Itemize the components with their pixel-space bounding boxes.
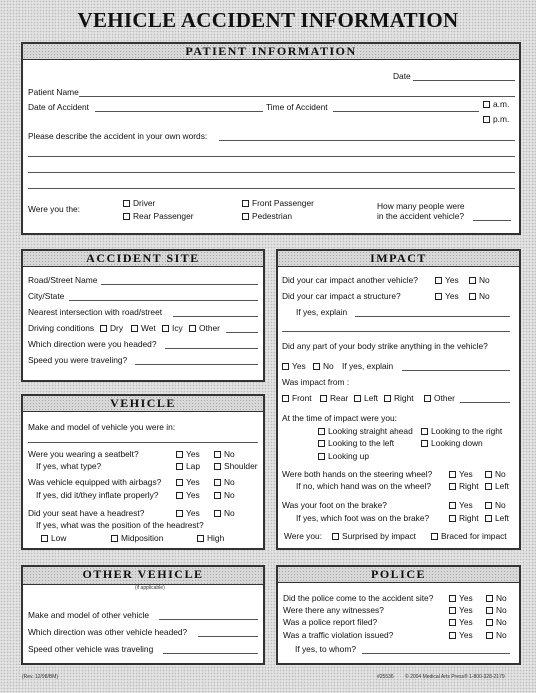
hand-left[interactable] (485, 481, 509, 491)
inflate-yes-checkbox[interactable] (176, 492, 183, 499)
police-section (276, 565, 521, 665)
braced-label: Braced for impact (441, 531, 507, 541)
pedestrian-label: Pedestrian (252, 211, 293, 221)
violation-no-checkbox[interactable] (486, 632, 493, 639)
left-label: Left (495, 513, 509, 523)
looking-right[interactable] (421, 426, 502, 436)
yes-label: Yes (445, 275, 459, 285)
pm-option[interactable] (483, 114, 509, 124)
other-make-label: Make and model of other vehicle (28, 610, 150, 620)
impact-vehicle-yes[interactable] (435, 275, 459, 285)
left-label: Left (495, 481, 509, 491)
body-strike-yes[interactable] (282, 361, 306, 371)
lap-checkbox[interactable] (176, 463, 183, 470)
front-passenger-label: Front Passenger (252, 198, 314, 208)
yes-label: Yes (459, 593, 473, 603)
direction-label: Which direction were you headed? (28, 339, 157, 349)
shoulder-checkbox[interactable] (214, 463, 221, 470)
seatbelt-yes[interactable] (176, 449, 200, 459)
looking-up[interactable] (318, 451, 369, 461)
hands-no[interactable] (485, 469, 506, 479)
am-label: a.m. (493, 99, 510, 109)
violation-yes-checkbox[interactable] (449, 632, 456, 639)
no-label: No (495, 500, 506, 510)
impact-rear[interactable] (320, 393, 348, 403)
other-condition-field[interactable] (226, 332, 258, 333)
report-yes[interactable] (449, 617, 473, 627)
impact-vehicle-no[interactable] (469, 275, 490, 285)
yes-label: Yes (459, 469, 473, 479)
no-label: No (479, 275, 490, 285)
looking-left-checkbox[interactable] (318, 440, 325, 447)
looking-up-label: Looking up (328, 451, 369, 461)
other-speed-field[interactable] (163, 653, 258, 654)
report-label: Was a police report filed? (283, 617, 378, 627)
am-checkbox[interactable] (483, 101, 490, 108)
inflate-yes[interactable] (176, 490, 200, 500)
police-come-no-checkbox[interactable] (486, 595, 493, 602)
hand-right-checkbox[interactable] (449, 483, 456, 490)
no-label: No (496, 593, 507, 603)
dry-checkbox[interactable] (100, 325, 107, 332)
witnesses-yes-checkbox[interactable] (449, 607, 456, 614)
conditions-label: Driving conditions (28, 323, 95, 333)
seatbelt-label: Were you wearing a seatbelt? (28, 449, 139, 459)
driver-checkbox[interactable] (123, 200, 130, 207)
driver-option[interactable] (123, 198, 155, 208)
icy-checkbox[interactable] (162, 325, 169, 332)
to-whom-label: If yes, to whom? (295, 644, 356, 654)
hands-yes-checkbox[interactable] (449, 471, 456, 478)
other-vehicle-section (21, 565, 265, 665)
headrest-label: Did your seat have a headrest? (28, 508, 145, 518)
lap-label: Lap (186, 461, 200, 471)
body-strike-label: Did any part of your body strike anything in the vehicle? (282, 341, 488, 351)
patient-information-header: PATIENT INFORMATION (23, 44, 519, 60)
impact-structure-no[interactable] (469, 291, 490, 301)
yes-label: Yes (459, 605, 473, 615)
rear-label: Rear (330, 393, 349, 403)
yes-label: Yes (186, 449, 200, 459)
left-label: Left (364, 393, 378, 403)
no-label: No (224, 477, 235, 487)
impact-structure-yes[interactable] (435, 291, 459, 301)
describe-label: Please describe the accident in your own words: (28, 131, 208, 141)
impact-vehicle-yes-checkbox[interactable] (435, 277, 442, 284)
foot-right[interactable] (449, 513, 479, 523)
front-label: Front (292, 393, 312, 403)
date-label: Date (393, 71, 411, 81)
headrest-position-label: If yes, what was the position of the headrest? (36, 520, 204, 530)
hands-no-checkbox[interactable] (485, 471, 492, 478)
high-label: High (207, 533, 225, 543)
seatbelt-lap[interactable] (176, 461, 200, 471)
airbags-no[interactable] (214, 477, 235, 487)
airbags-yes-checkbox[interactable] (176, 479, 183, 486)
impact-other-field[interactable] (460, 402, 510, 403)
make-label: Make and model of vehicle you were in: (28, 422, 176, 432)
other-vehicle-header (23, 567, 263, 585)
speed-label: Speed you were traveling? (28, 355, 128, 365)
police-come-label: Did the police come to the accident site? (283, 593, 434, 603)
headrest-high[interactable] (197, 533, 224, 543)
impact-vehicle-label: Did your car impact another vehicle? (282, 275, 418, 285)
wet-label: Wet (141, 323, 156, 333)
other-condition-label: Other (199, 323, 220, 333)
icy-label: Icy (172, 323, 183, 333)
patient-name-field[interactable] (79, 96, 515, 97)
body-strike-no-checkbox[interactable] (313, 363, 320, 370)
body-strike-explain-field[interactable] (402, 370, 510, 371)
braced-option[interactable] (431, 531, 507, 541)
no-label: No (224, 449, 235, 459)
driver-label: Driver (133, 198, 156, 208)
looking-right-checkbox[interactable] (421, 428, 428, 435)
impact-other-checkbox[interactable] (424, 395, 431, 402)
form-code: #25536 (377, 674, 394, 680)
other-label: Other (434, 393, 455, 403)
right-label: Right (459, 481, 479, 491)
impact-from-label: Was impact from : (282, 377, 350, 387)
low-label: Low (51, 533, 67, 543)
seatbelt-type-label: If yes, what type? (36, 461, 102, 471)
impact-structure-no-checkbox[interactable] (469, 293, 476, 300)
impact-rear-checkbox[interactable] (320, 395, 327, 402)
wet-option[interactable] (131, 323, 156, 333)
mid-checkbox[interactable] (111, 535, 118, 542)
impact-structure-yes-checkbox[interactable] (435, 293, 442, 300)
hand-right[interactable] (449, 481, 479, 491)
structure-explain-field[interactable] (355, 316, 510, 317)
violation-no[interactable] (486, 630, 507, 640)
other-make-field[interactable] (159, 619, 258, 620)
no-label: No (496, 605, 507, 615)
pm-label: p.m. (493, 114, 510, 124)
rear-passenger-checkbox[interactable] (123, 213, 130, 220)
high-checkbox[interactable] (197, 535, 204, 542)
how-many-label-1: How many people were (377, 201, 465, 211)
wet-checkbox[interactable] (131, 325, 138, 332)
report-no-checkbox[interactable] (486, 619, 493, 626)
date-of-accident-label: Date of Accident (28, 102, 89, 112)
intersection-label: Nearest intersection with road/street (28, 307, 163, 317)
pm-checkbox[interactable] (483, 116, 490, 123)
vehicle-header: VEHICLE (23, 396, 263, 412)
other-speed-label: Speed other vehicle was traveling (28, 644, 154, 654)
seatbelt-no[interactable] (214, 449, 235, 459)
no-label: No (496, 617, 507, 627)
speed-field[interactable] (135, 364, 258, 365)
body-strike-yes-checkbox[interactable] (282, 363, 289, 370)
witnesses-yes[interactable] (449, 605, 473, 615)
surprised-label: Surprised by impact (342, 531, 417, 541)
front-passenger-option[interactable] (242, 198, 314, 208)
which-foot-label: If yes, which foot was on the brake? (296, 513, 430, 523)
braced-checkbox[interactable] (431, 533, 438, 540)
violation-yes[interactable] (449, 630, 473, 640)
hands-yes[interactable] (449, 469, 473, 479)
report-yes-checkbox[interactable] (449, 619, 456, 626)
other-vehicle-title: OTHER VEHICLE (82, 567, 204, 581)
to-whom-field[interactable] (362, 653, 510, 654)
brake-label: Was your foot on the brake? (282, 500, 387, 510)
hands-label: Were both hands on the steering wheel? (282, 469, 433, 479)
copyright: © 2004 Medical Arts Press® 1-800-328-2179 (405, 674, 505, 680)
no-label: No (495, 469, 506, 479)
city-field[interactable] (69, 300, 258, 301)
impact-front-checkbox[interactable] (282, 395, 289, 402)
headrest-mid[interactable] (111, 533, 163, 543)
headrest-low[interactable] (41, 533, 66, 543)
no-label: No (224, 508, 235, 518)
brake-no-checkbox[interactable] (485, 502, 492, 509)
describe-line-4[interactable] (28, 188, 515, 189)
icy-option[interactable] (162, 323, 183, 333)
dry-label: Dry (110, 323, 124, 333)
yes-label: Yes (292, 361, 306, 371)
looking-up-checkbox[interactable] (318, 453, 325, 460)
impact-structure-label: Did your car impact a structure? (282, 291, 401, 301)
no-label: No (224, 490, 235, 500)
street-label: Road/Street Name (28, 275, 98, 285)
impact-left-checkbox[interactable] (354, 395, 361, 402)
yes-label: Yes (459, 617, 473, 627)
headrest-no[interactable] (214, 508, 235, 518)
other-direction-field[interactable] (198, 636, 258, 637)
looking-down[interactable] (421, 438, 483, 448)
looking-straight-label: Looking straight ahead (328, 426, 413, 436)
structure-explain-field-2[interactable] (282, 331, 510, 332)
front-passenger-checkbox[interactable] (242, 200, 249, 207)
airbags-yes[interactable] (176, 477, 200, 487)
time-of-accident-label: Time of Accident (266, 102, 328, 112)
police-come-yes[interactable] (449, 593, 473, 603)
seatbelt-yes-checkbox[interactable] (176, 451, 183, 458)
vehicle-section (21, 394, 265, 550)
how-many-field[interactable] (473, 220, 511, 221)
looking-right-label: Looking to the right (431, 426, 503, 436)
witnesses-no[interactable] (486, 605, 507, 615)
yes-label: Yes (186, 490, 200, 500)
airbags-label: Was vehicle equipped with airbags? (28, 477, 162, 487)
date-field[interactable] (413, 80, 515, 81)
accident-site-header: ACCIDENT SITE (23, 251, 263, 267)
police-come-no[interactable] (486, 593, 507, 603)
body-strike-explain-label: If yes, explain (342, 361, 394, 371)
time-of-accident-field[interactable] (333, 111, 479, 112)
impact-right-checkbox[interactable] (384, 395, 391, 402)
accident-site-section (21, 249, 265, 382)
structure-explain-label: If yes, explain (296, 307, 348, 317)
shoulder-label: Shoulder (224, 461, 258, 471)
impact-right[interactable] (384, 393, 414, 403)
form-title: VEHICLE ACCIDENT INFORMATION (77, 8, 459, 32)
how-many-label-2: in the accident vehicle? (377, 211, 465, 221)
yes-label: Yes (186, 477, 200, 487)
seatbelt-no-checkbox[interactable] (214, 451, 221, 458)
direction-field[interactable] (165, 348, 258, 349)
airbags-no-checkbox[interactable] (214, 479, 221, 486)
dry-option[interactable] (100, 323, 123, 333)
city-label: City/State (28, 291, 65, 301)
other-condition-checkbox[interactable] (189, 325, 196, 332)
yes-label: Yes (459, 500, 473, 510)
looking-straight-checkbox[interactable] (318, 428, 325, 435)
impact-left[interactable] (354, 393, 378, 403)
mid-label: Midposition (121, 533, 164, 543)
describe-line-1[interactable] (219, 140, 515, 141)
impact-front[interactable] (282, 393, 312, 403)
no-label: No (323, 361, 334, 371)
impact-other[interactable] (424, 393, 455, 403)
foot-left-checkbox[interactable] (485, 515, 492, 522)
surprised-option[interactable] (332, 531, 416, 541)
other-direction-label: Which direction was other vehicle headed? (28, 627, 188, 637)
describe-line-3[interactable] (28, 172, 515, 173)
which-hand-label: If no, which hand was on the wheel? (296, 481, 432, 491)
foot-right-checkbox[interactable] (449, 515, 456, 522)
impact-header: IMPACT (278, 251, 519, 267)
inflate-no-checkbox[interactable] (214, 492, 221, 499)
inflate-label: If yes, did it/they inflate properly? (36, 490, 159, 500)
surprised-checkbox[interactable] (332, 533, 339, 540)
pedestrian-option[interactable] (242, 211, 292, 221)
rear-passenger-option[interactable] (123, 211, 194, 221)
describe-line-2[interactable] (28, 156, 515, 157)
form-revision: (Rev. 12/98/BM) (22, 674, 59, 680)
headrest-yes[interactable] (176, 508, 200, 518)
brake-yes-checkbox[interactable] (449, 502, 456, 509)
yes-label: Yes (186, 508, 200, 518)
inflate-no[interactable] (214, 490, 235, 500)
patient-name-label: Patient Name (28, 87, 79, 97)
looking-straight[interactable] (318, 426, 413, 436)
make-field[interactable] (28, 442, 258, 443)
date-of-accident-field[interactable] (95, 111, 263, 112)
were-you-the-label: Were you the: (28, 204, 80, 214)
brake-no[interactable] (485, 500, 506, 510)
rear-passenger-label: Rear Passenger (133, 211, 194, 221)
yes-label: Yes (445, 291, 459, 301)
were-you-label: Were you: (284, 531, 323, 541)
impact-section (276, 249, 521, 550)
seatbelt-shoulder[interactable] (214, 461, 258, 471)
hand-left-checkbox[interactable] (485, 483, 492, 490)
low-checkbox[interactable] (41, 535, 48, 542)
other-condition-option[interactable] (189, 323, 220, 333)
police-come-yes-checkbox[interactable] (449, 595, 456, 602)
no-label: No (496, 630, 507, 640)
street-field[interactable] (101, 284, 258, 285)
right-label: Right (394, 393, 414, 403)
violation-label: Was a traffic violation issued? (283, 630, 394, 640)
looking-left-label: Looking to the left (328, 438, 395, 448)
witnesses-label: Were there any witnesses? (283, 605, 384, 615)
headrest-no-checkbox[interactable] (214, 510, 221, 517)
right-label: Right (459, 513, 479, 523)
foot-left[interactable] (485, 513, 509, 523)
impact-vehicle-no-checkbox[interactable] (469, 277, 476, 284)
pedestrian-checkbox[interactable] (242, 213, 249, 220)
body-strike-no[interactable] (313, 361, 334, 371)
police-header: POLICE (278, 567, 519, 583)
at-time-label: At the time of impact were you: (282, 413, 397, 423)
looking-down-label: Looking down (431, 438, 483, 448)
if-applicable-label: (if applicable) (135, 585, 165, 591)
patient-information-section (21, 42, 521, 235)
no-label: No (479, 291, 490, 301)
report-no[interactable] (486, 617, 507, 627)
witnesses-no-checkbox[interactable] (486, 607, 493, 614)
headrest-yes-checkbox[interactable] (176, 510, 183, 517)
am-option[interactable] (483, 99, 509, 109)
looking-down-checkbox[interactable] (421, 440, 428, 447)
yes-label: Yes (459, 630, 473, 640)
intersection-field[interactable] (173, 316, 258, 317)
brake-yes[interactable] (449, 500, 473, 510)
looking-left[interactable] (318, 438, 394, 448)
